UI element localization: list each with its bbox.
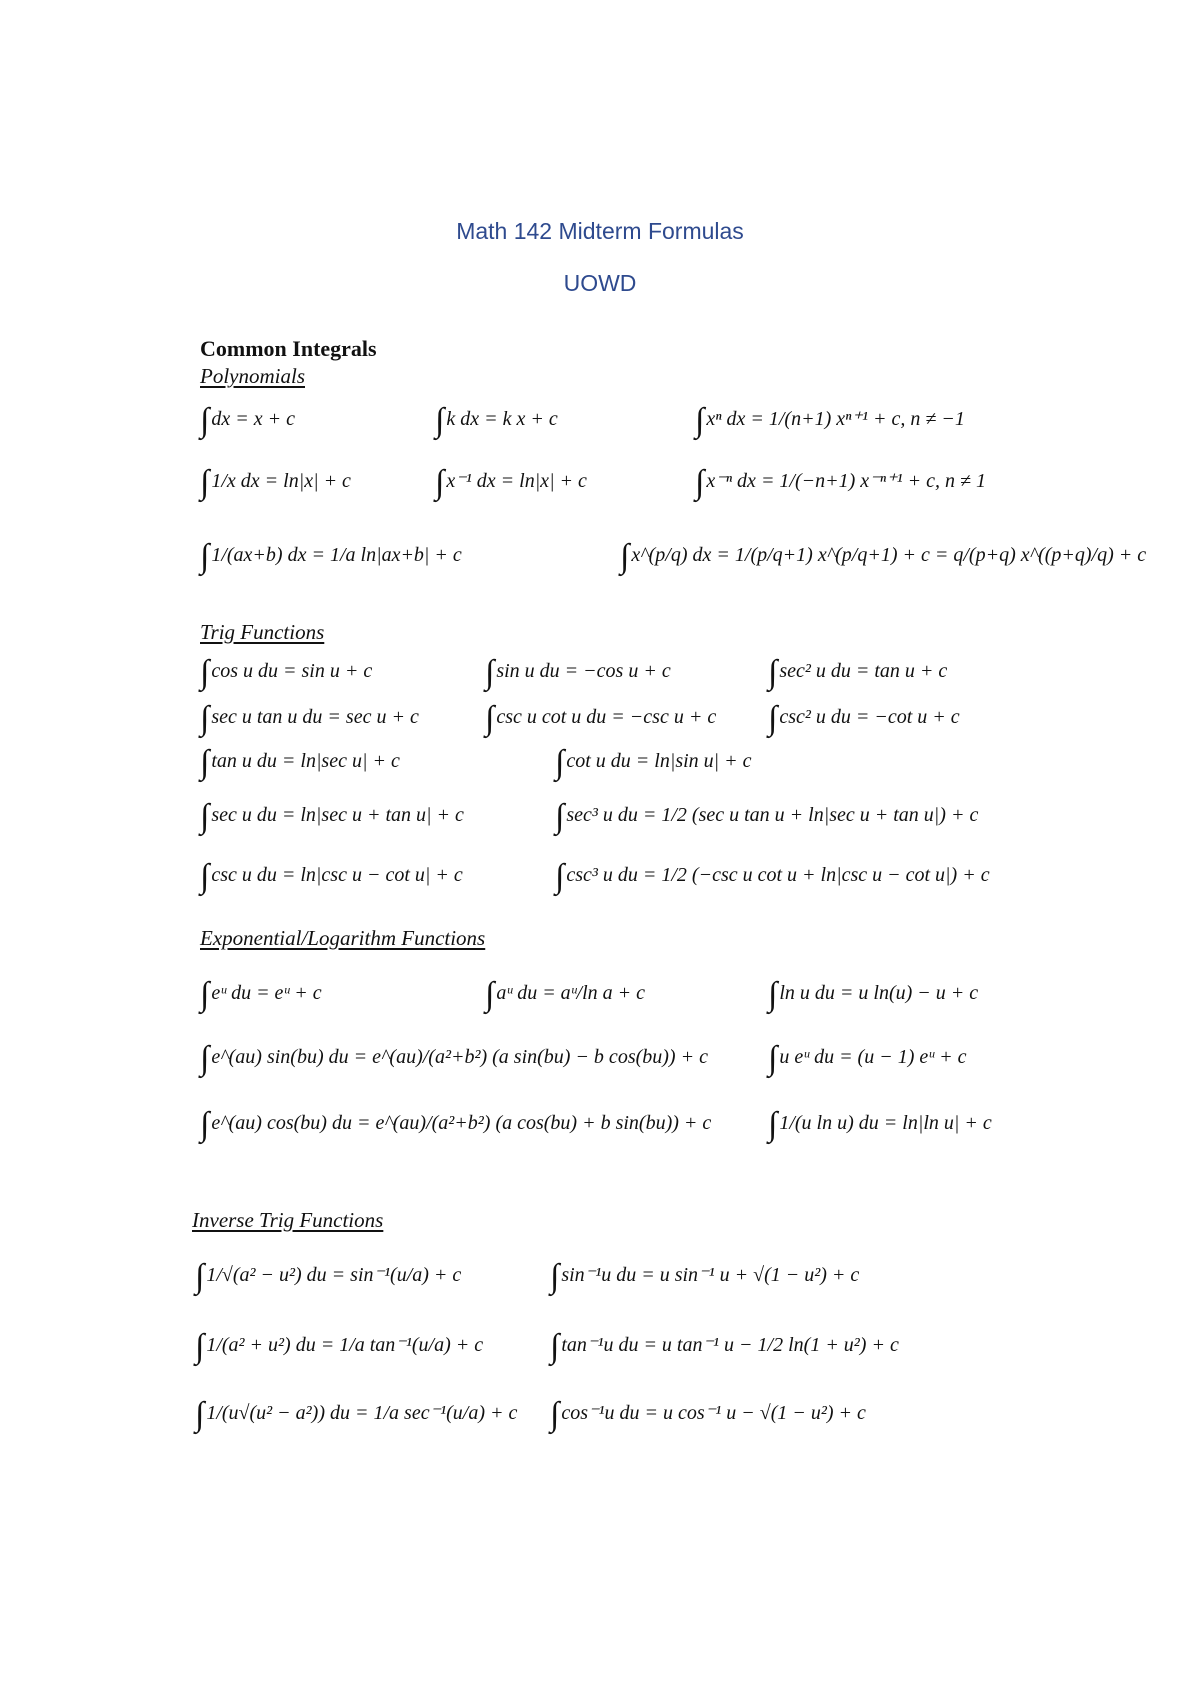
formula-exp-1: ∫ eᵘ du = eᵘ + c [200, 976, 322, 1013]
integral-sign: ∫ [550, 1396, 560, 1433]
formula-trig-6: ∫ csc² u du = −cot u + c [768, 700, 960, 737]
integral-sign: ∫ [200, 538, 210, 575]
integral-sign: ∫ [200, 1040, 210, 1077]
integral-sign: ∫ [768, 976, 778, 1013]
integral-sign: ∫ [200, 402, 210, 439]
formula-exp-2: ∫ aᵘ du = aᵘ/ln a + c [485, 976, 646, 1013]
integral-sign: ∫ [768, 1040, 778, 1077]
formula-poly-4: ∫ 1/x dx = ln|x| + c [200, 464, 351, 501]
formula-poly-2: ∫ k dx = k x + c [435, 402, 558, 439]
integral-sign: ∫ [485, 654, 495, 691]
integral-sign: ∫ [555, 798, 565, 835]
document-subtitle: UOWD [563, 270, 637, 296]
document-title: Math 142 Midterm Formulas [456, 218, 744, 244]
integral-sign: ∫ [195, 1328, 205, 1365]
integral-sign: ∫ [768, 700, 778, 737]
formula-inv-3: ∫ 1/(a² + u²) du = 1/a tan⁻¹(u/a) + c [195, 1328, 484, 1365]
formula-poly-1: ∫ dx = x + c [200, 402, 295, 439]
formula-trig-4: ∫ sec u tan u du = sec u + c [200, 700, 419, 737]
integral-sign: ∫ [195, 1258, 205, 1295]
section-inverse-trig: Inverse Trig Functions [192, 1208, 384, 1232]
integral-sign: ∫ [620, 538, 630, 575]
formula-exp-4: ∫ e^(au) sin(bu) du = e^(au)/(a²+b²) (a sin(bu) − b cos(bu)) + c [200, 1040, 708, 1077]
integral-sign: ∫ [550, 1258, 560, 1295]
integral-sign: ∫ [200, 798, 210, 835]
formula-inv-1: ∫ 1/√(a² − u²) du = sin⁻¹(u/a) + c [195, 1258, 462, 1295]
integral-sign: ∫ [485, 976, 495, 1013]
integral-sign: ∫ [200, 464, 210, 501]
integral-sign: ∫ [768, 1106, 778, 1143]
formula-inv-2: ∫ sin⁻¹u du = u sin⁻¹ u + √(1 − u²) + c [550, 1258, 860, 1295]
formula-poly-8: ∫ x^(p/q) dx = 1/(p/q+1) x^(p/q+1) + c = q/(p+q) x^((p+q)/q) + c [620, 538, 1147, 575]
formula-exp-5: ∫ u eᵘ du = (u − 1) eᵘ + c [768, 1040, 967, 1077]
formula-trig-10: ∫ sec³ u du = 1/2 (sec u tan u + ln|sec u + tan u|) + c [555, 798, 979, 835]
integral-sign: ∫ [200, 744, 210, 781]
formula-poly-3: ∫ xⁿ dx = 1/(n+1) xⁿ⁺¹ + c, n ≠ −1 [695, 402, 965, 439]
formula-poly-5: ∫ x⁻¹ dx = ln|x| + c [435, 464, 587, 501]
formula-exp-6: ∫ e^(au) cos(bu) du = e^(au)/(a²+b²) (a cos(bu) + b sin(bu)) + c [200, 1106, 712, 1143]
integral-sign: ∫ [485, 700, 495, 737]
integral-sign: ∫ [550, 1328, 560, 1365]
formula-trig-7: ∫ tan u du = ln|sec u| + c [200, 744, 400, 781]
integral-sign: ∫ [555, 744, 565, 781]
integral-sign: ∫ [200, 976, 210, 1013]
formula-trig-3: ∫ sec² u du = tan u + c [768, 654, 948, 691]
integral-sign: ∫ [435, 402, 445, 439]
integral-sign: ∫ [695, 464, 705, 501]
formula-inv-4: ∫ tan⁻¹u du = u tan⁻¹ u − 1/2 ln(1 + u²) + c [550, 1328, 899, 1365]
section-trig: Trig Functions [200, 620, 325, 644]
integral-sign: ∫ [768, 654, 778, 691]
formula-poly-7: ∫ 1/(ax+b) dx = 1/a ln|ax+b| + c [200, 538, 462, 575]
formula-exp-3: ∫ ln u du = u ln(u) − u + c [768, 976, 979, 1013]
formula-exp-7: ∫ 1/(u ln u) du = ln|ln u| + c [768, 1106, 992, 1143]
formula-poly-6: ∫ x⁻ⁿ dx = 1/(−n+1) x⁻ⁿ⁺¹ + c, n ≠ 1 [695, 464, 986, 501]
integral-sign: ∫ [695, 402, 705, 439]
integral-sign: ∫ [435, 464, 445, 501]
formula-trig-1: ∫ cos u du = sin u + c [200, 654, 373, 691]
formula-trig-9: ∫ sec u du = ln|sec u + tan u| + c [200, 798, 464, 835]
heading-common-integrals: Common Integrals [200, 336, 377, 361]
formula-trig-11: ∫ csc u du = ln|csc u − cot u| + c [200, 858, 463, 895]
formula-inv-6: ∫ cos⁻¹u du = u cos⁻¹ u − √(1 − u²) + c [550, 1396, 866, 1433]
formula-trig-8: ∫ cot u du = ln|sin u| + c [555, 744, 752, 781]
formula-trig-12: ∫ csc³ u du = 1/2 (−csc u cot u + ln|csc u − cot u|) + c [555, 858, 990, 895]
section-polynomials: Polynomials [200, 364, 305, 388]
formula-inv-5: ∫ 1/(u√(u² − a²)) du = 1/a sec⁻¹(u/a) + c [195, 1396, 518, 1433]
formula-trig-2: ∫ sin u du = −cos u + c [485, 654, 671, 691]
integral-sign: ∫ [200, 654, 210, 691]
integral-sign: ∫ [200, 700, 210, 737]
integral-sign: ∫ [195, 1396, 205, 1433]
section-exp-log: Exponential/Logarithm Functions [200, 926, 486, 950]
formula-trig-5: ∫ csc u cot u du = −csc u + c [485, 700, 717, 737]
integral-sign: ∫ [200, 1106, 210, 1143]
integral-sign: ∫ [555, 858, 565, 895]
integral-sign: ∫ [200, 858, 210, 895]
